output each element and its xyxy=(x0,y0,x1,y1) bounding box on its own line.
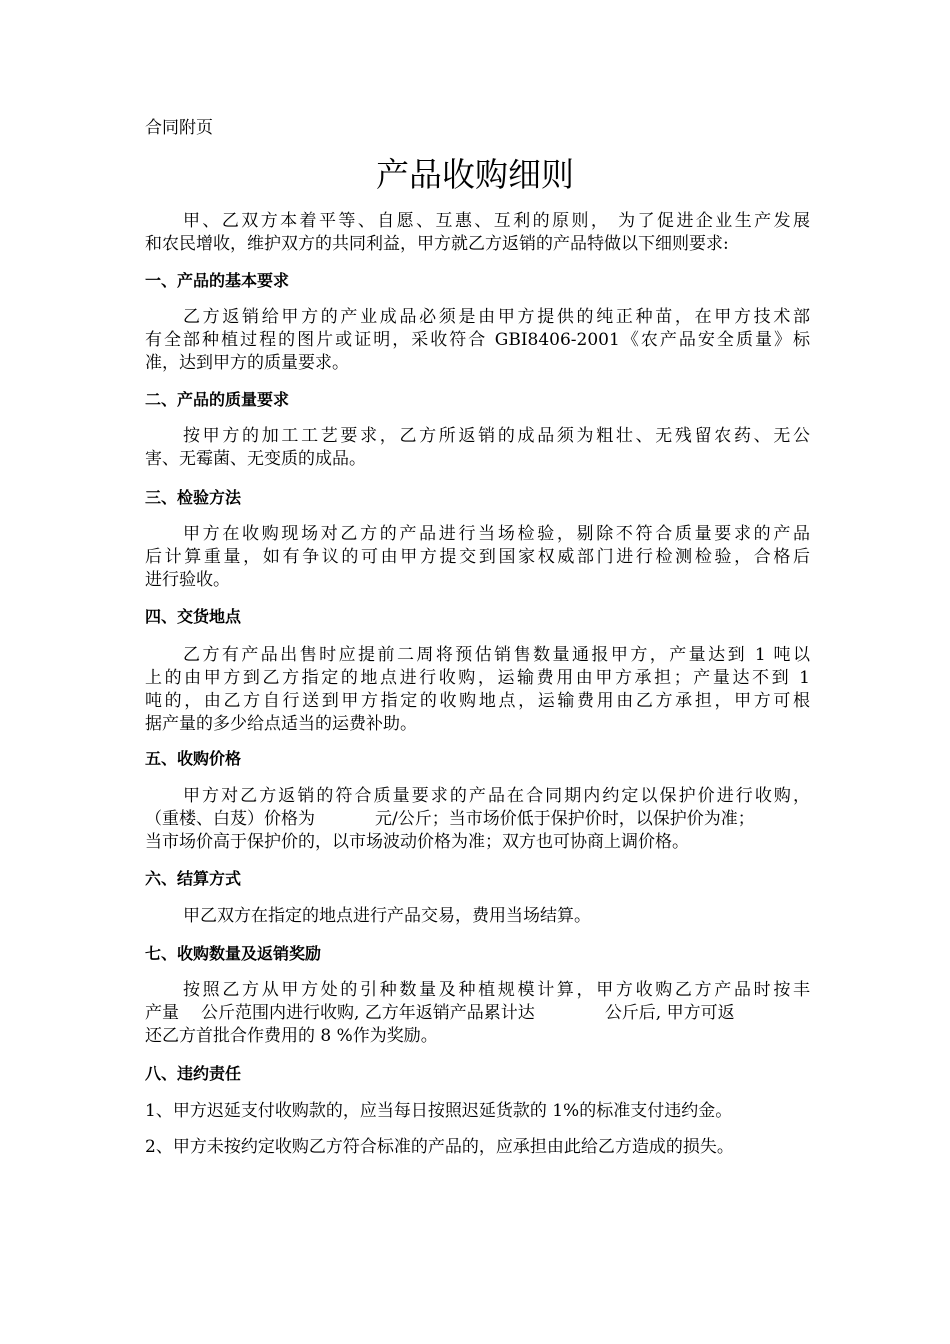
section-heading: 八、违约责任 xyxy=(145,1064,242,1083)
paragraph-line: 2、甲方未按约定收购乙方符合标准的产品的，应承担由此给乙方造成的损失。 xyxy=(145,1137,734,1157)
section-paragraph xyxy=(145,979,810,1048)
section-paragraph xyxy=(145,425,810,471)
paragraph-line: 乙方返销给甲方的产业成品必须是由甲方提供的纯正种苗，在甲方技术部 xyxy=(183,307,810,327)
paragraph-line: 甲方在收购现场对乙方的产品进行当场检验，剔除不符合质量要求的产品 xyxy=(183,524,810,544)
paragraph-line: 据产量的多少给点适当的运费补助。 xyxy=(145,714,417,734)
section-paragraph xyxy=(145,306,810,375)
price-line-before: （重楼、白芨）价格为 xyxy=(145,809,315,829)
section-paragraph xyxy=(145,905,810,928)
paragraph-line: 上的由甲方到乙方指定的地点进行收购，运输费用由甲方承担；产量达不到 1 xyxy=(145,668,810,688)
paragraph-line: 还乙方首批合作费用的 8 %作为奖励。 xyxy=(145,1026,438,1046)
quantity-line xyxy=(145,1002,810,1025)
section-heading: 一、产品的基本要求 xyxy=(145,271,290,290)
section-heading: 二、产品的质量要求 xyxy=(145,390,290,409)
section-paragraph xyxy=(145,644,810,736)
intro-line: 和农民增收，维护双方的共同利益，甲方就乙方返销的产品特做以下细则要求: xyxy=(145,234,729,254)
paragraph-line: 吨的，由乙方自行送到甲方指定的收购地点，运输费用由乙方承担，甲方可根 xyxy=(145,691,810,711)
intro-paragraph xyxy=(145,210,810,256)
paragraph-line: 甲乙双方在指定的地点进行产品交易，费用当场结算。 xyxy=(183,906,591,926)
quantity-line-part2: 公斤范围内进行收购, 乙方年返销产品累计达 xyxy=(201,1003,535,1023)
paragraph-line: 进行验收。 xyxy=(145,570,230,590)
paragraph-line: 按甲方的加工工艺要求，乙方所返销的成品须为粗壮、无残留农药、无公 xyxy=(183,426,810,446)
paragraph-line: 1、甲方迟延支付收购款的，应当每日按照迟延货款的 1%的标准支付违约金。 xyxy=(145,1101,733,1121)
section-heading: 七、收购数量及返销奖励 xyxy=(145,944,322,963)
paragraph-line: 后计算重量，如有争议的可由甲方提交到国家权威部门进行检测检验，合格后 xyxy=(145,547,810,567)
price-line xyxy=(145,808,810,831)
paragraph-line: 甲方对乙方返销的符合质量要求的产品在合同期内约定以保护价进行收购， xyxy=(183,786,810,806)
section-heading: 六、结算方式 xyxy=(145,869,242,888)
paragraph-line: 有全部种植过程的图片或证明，采收符合 GBI8406-2001《农产品安全质量》标 xyxy=(145,330,810,350)
section-paragraph xyxy=(145,1136,810,1159)
paragraph-line: 准，达到甲方的质量要求。 xyxy=(145,353,349,373)
paragraph-line: 按照乙方从甲方处的引种数量及种植规模计算，甲方收购乙方产品时按丰 xyxy=(183,980,810,1000)
section-heading: 四、交货地点 xyxy=(145,607,242,626)
quantity-line-part3: 公斤后, 甲方可返 xyxy=(604,1003,735,1023)
quantity-line-part1: 产量 xyxy=(145,1003,179,1023)
section-paragraph xyxy=(145,785,810,854)
paragraph-line: 乙方有产品出售时应提前二周将预估销售数量通报甲方，产量达到 1 吨以 xyxy=(183,645,810,665)
section-heading: 五、收购价格 xyxy=(145,749,242,768)
section-heading: 三、检验方法 xyxy=(145,488,242,507)
paragraph-line: 害、无霉菌、无变质的成品。 xyxy=(145,449,366,469)
document-title: 产品收购细则 xyxy=(376,155,574,194)
price-line-after: 元/公斤；当市场价低于保护价时，以保护价为准； xyxy=(375,809,755,829)
section-paragraph xyxy=(145,523,810,592)
paragraph-line: 当市场价高于保护价的，以市场波动价格为准；双方也可协商上调价格。 xyxy=(145,832,689,852)
section-paragraph xyxy=(145,1100,810,1123)
document-label: 合同附页 xyxy=(145,118,213,138)
intro-line: 甲、乙双方本着平等、自愿、互惠、互利的原则， 为了促进企业生产发展 xyxy=(183,211,810,231)
